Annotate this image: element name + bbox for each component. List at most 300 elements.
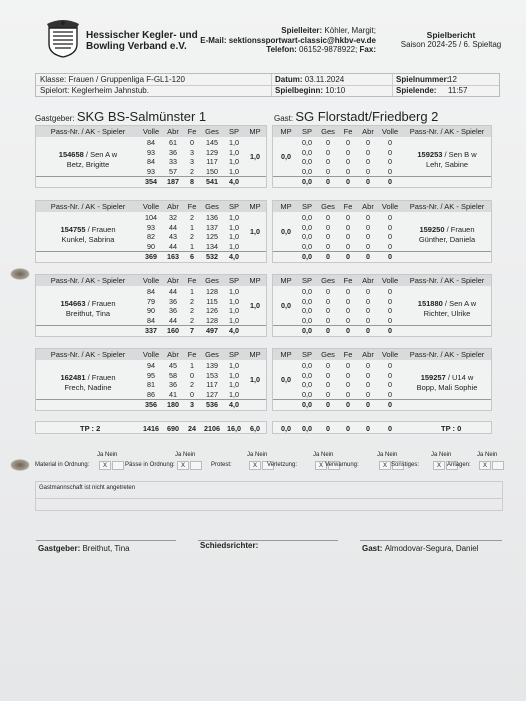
home-score-cell: 84 (147, 157, 155, 166)
guest-score-cell: 0,0 (302, 380, 312, 389)
home-score-cell: 126 (206, 306, 218, 315)
home-score-cell: 134 (206, 241, 218, 251)
home-total-ges: 2106 (204, 424, 220, 433)
home-score-cell: 2 (190, 296, 194, 306)
home-player-name: Betz, Brigitte (66, 159, 110, 169)
home-col-header: Ges (205, 202, 219, 211)
home-player-ak: / Frauen (85, 225, 116, 235)
guest-col-header: Fe (343, 127, 353, 136)
guest-score-cell: 0 (326, 232, 330, 241)
home-signature-name: Breithut, Tina (82, 544, 130, 553)
home-block-mp: 1,0 (250, 227, 260, 237)
home-player-name: Kunkel, Sabrina (61, 234, 115, 244)
home-team-name: SKG BS-Salmünster 1 (76, 109, 207, 124)
home-score-cell: 36 (169, 296, 177, 306)
flag-label: Verletzung: (267, 462, 298, 468)
guest-score-cell: 0 (326, 296, 330, 306)
guest-col-header: Abr (362, 127, 374, 136)
guest-col-header: Ges (321, 202, 335, 211)
home-player-block (35, 125, 267, 188)
home-col-header: Abr (167, 127, 179, 136)
home-block-mp: 1,0 (250, 152, 260, 162)
guest-score-cell: 0 (366, 213, 370, 222)
home-score-cell: 33 (169, 157, 177, 166)
home-col-header: MP (249, 202, 261, 211)
guest-player-block (272, 200, 492, 263)
home-score-cell: 2 (190, 315, 194, 325)
guest-score-cell: 0 (366, 296, 370, 306)
contact-phone-value: 06152-9878922; (299, 45, 358, 54)
guest-score-cell: 0 (346, 222, 350, 232)
home-player-info (38, 299, 138, 318)
home-score-cell: 84 (147, 138, 155, 147)
home-team-line (35, 109, 206, 124)
contact-email-value: sektionssportwart-classic@hkbv-ev.de (228, 35, 376, 45)
guest-col-header: Abr (362, 350, 374, 359)
guest-block-mp: 0,0 (281, 301, 291, 311)
guest-score-cell: 0 (388, 287, 392, 296)
flag-ja-nein-header: Ja Nein (477, 452, 498, 458)
guest-player-ak: / Sen A w (442, 299, 477, 309)
home-block-mp: 1,0 (250, 375, 260, 385)
flag-ja-nein-header: Ja Nein (97, 452, 118, 458)
guest-player-ak: / Frauen (444, 225, 475, 235)
home-score-cell: 1,0 (229, 361, 239, 370)
home-score-cell: 82 (147, 232, 155, 241)
home-score-cell: 1,0 (229, 222, 239, 232)
guest-score-cell: 0 (366, 361, 370, 370)
guest-col-header: SP (301, 276, 312, 285)
flag-checkbox[interactable]: X (177, 461, 189, 470)
guest-score-cell: 0,0 (302, 241, 312, 251)
home-score-cell: 1,0 (229, 389, 239, 399)
home-total-cell: 356 (145, 400, 157, 409)
guest-score-cell: 0 (388, 315, 392, 325)
home-player-pass: 154755 (60, 225, 86, 235)
guest-score-cell: 0,0 (302, 370, 312, 380)
home-col-header: Pass-Nr. / AK - Spieler (50, 202, 126, 211)
home-total-cell: 354 (145, 177, 157, 186)
guest-total-cell: 0 (346, 326, 350, 335)
guest-col-header: Ges (321, 127, 335, 136)
home-player-ak: / Sen A w (83, 150, 118, 160)
guest-totals-row (272, 421, 492, 434)
home-col-header: SP (228, 202, 239, 211)
home-score-cell: 127 (206, 389, 218, 399)
guest-score-cell: 0 (388, 241, 392, 251)
home-score-cell: 57 (169, 166, 177, 176)
home-score-cell: 95 (147, 370, 155, 380)
guest-score-cell: 0,0 (302, 389, 312, 399)
home-player-block (35, 274, 267, 337)
referee-signature-line (198, 540, 338, 541)
home-col-header: Fe (187, 202, 197, 211)
flag-checkbox[interactable]: X (433, 461, 445, 470)
guest-score-cell: 0 (366, 389, 370, 399)
guest-team-label: Gast: (274, 114, 294, 123)
home-col-header: Pass-Nr. / AK - Spieler (50, 276, 126, 285)
guest-total-ges: 0 (326, 424, 330, 433)
home-score-cell: 1,0 (229, 380, 239, 389)
home-score-cell: 3 (190, 157, 194, 166)
home-score-cell: 1,0 (229, 306, 239, 315)
guest-total-cell: 0,0 (302, 326, 312, 335)
guest-score-cell: 0,0 (302, 213, 312, 222)
guest-player-info (403, 299, 491, 318)
guest-col-header: Ges (321, 350, 335, 359)
home-total-cell: 369 (145, 252, 157, 261)
guest-score-cell: 0 (388, 222, 392, 232)
report-title: Spielbericht (426, 30, 476, 40)
guest-player-block (272, 348, 492, 411)
guest-score-cell: 0 (346, 389, 350, 399)
guest-total-cell: 0 (366, 177, 370, 186)
beginn-value: 10:10 (325, 86, 346, 95)
hkbv-crest-logo (45, 18, 81, 58)
home-score-cell: 129 (206, 147, 218, 157)
guest-score-cell: 0 (346, 232, 350, 241)
home-col-header: Ges (205, 276, 219, 285)
home-score-cell: 36 (169, 380, 177, 389)
guest-total-mp: 0,0 (281, 424, 291, 433)
home-score-cell: 117 (206, 157, 218, 166)
guest-score-cell: 0 (326, 138, 330, 147)
home-score-cell: 86 (147, 389, 155, 399)
home-col-header: Volle (142, 127, 160, 136)
home-col-header: MP (249, 127, 261, 136)
home-score-cell: 2 (190, 166, 194, 176)
guest-score-cell: 0,0 (302, 306, 312, 315)
home-total-cell: 541 (206, 177, 218, 186)
guest-player-block (272, 125, 492, 188)
guest-col-header: MP (280, 276, 292, 285)
binder-hole-bottom (10, 459, 30, 471)
guest-score-cell: 0 (326, 222, 330, 232)
home-score-cell: 1,0 (229, 213, 239, 222)
home-score-cell: 45 (169, 361, 177, 370)
home-score-cell: 61 (169, 138, 177, 147)
klasse-text: Klasse: Frauen / Gruppenliga F-GL1-120 (40, 75, 185, 84)
guest-player-ak: / U14 w (445, 373, 474, 383)
flag-checkbox[interactable]: X (479, 461, 491, 470)
home-score-cell: 1,0 (229, 138, 239, 147)
flag-checkbox[interactable]: X (379, 461, 391, 470)
match-info-box (35, 73, 500, 97)
home-score-cell: 1 (190, 222, 194, 232)
home-score-cell: 43 (169, 232, 177, 241)
home-score-cell: 104 (145, 213, 157, 222)
guest-score-cell: 0 (366, 241, 370, 251)
guest-score-cell: 0 (388, 380, 392, 389)
guest-col-header: SP (301, 127, 312, 136)
home-total-fe: 24 (188, 424, 196, 433)
home-score-cell: 58 (169, 370, 177, 380)
home-score-cell: 41 (169, 389, 177, 399)
guest-player-name: Richter, Ulrike (423, 308, 471, 318)
home-score-cell: 93 (147, 147, 155, 157)
home-score-cell: 150 (206, 166, 218, 176)
home-total-sp: 16,0 (227, 424, 241, 433)
flag-checkbox-empty[interactable] (190, 461, 202, 470)
guest-score-cell: 0 (326, 147, 330, 157)
home-score-cell: 128 (206, 315, 218, 325)
home-total-abr: 690 (167, 424, 179, 433)
flag-label: Anlagen: (447, 462, 471, 468)
guest-score-cell: 0,0 (302, 232, 312, 241)
guest-total-fe: 0 (346, 424, 350, 433)
home-total-cell: 4,0 (229, 177, 239, 186)
home-score-cell: 1,0 (229, 296, 239, 306)
home-col-header: Abr (167, 276, 179, 285)
home-col-header: Fe (187, 127, 197, 136)
guest-score-cell: 0 (366, 222, 370, 232)
guest-score-cell: 0 (366, 232, 370, 241)
home-total-cell: 3 (190, 400, 194, 409)
guest-total-cell: 0 (346, 400, 350, 409)
guest-score-cell: 0 (366, 157, 370, 166)
flag-checkbox[interactable]: X (315, 461, 327, 470)
guest-score-cell: 0 (326, 361, 330, 370)
home-total-cell: 497 (206, 326, 218, 335)
flag-checkbox-empty[interactable] (492, 461, 504, 470)
home-total-cell: 8 (190, 177, 194, 186)
guest-col-header: Pass-Nr. / AK - Spieler (409, 202, 485, 211)
guest-score-cell: 0 (326, 166, 330, 176)
guest-player-name: Lehr, Sabine (425, 159, 469, 169)
home-player-pass: 154658 (58, 150, 84, 160)
guest-score-cell: 0 (326, 389, 330, 399)
guest-score-cell: 0 (346, 166, 350, 176)
guest-score-cell: 0 (366, 166, 370, 176)
home-player-ak: / Frauen (85, 299, 116, 309)
home-signature-line (36, 540, 176, 541)
home-score-cell: 93 (147, 166, 155, 176)
home-col-header: Pass-Nr. / AK - Spieler (50, 350, 126, 359)
guest-player-block (272, 274, 492, 337)
home-score-cell: 153 (206, 370, 218, 380)
guest-score-cell: 0 (346, 241, 350, 251)
guest-signature (362, 544, 479, 553)
guest-team-line (274, 109, 438, 124)
guest-score-cell: 0 (388, 370, 392, 380)
home-score-cell: 44 (169, 315, 177, 325)
home-signature-label: Gastgeber: (38, 544, 81, 553)
home-col-header: MP (249, 276, 261, 285)
guest-score-cell: 0 (326, 380, 330, 389)
guest-col-header: SP (301, 202, 312, 211)
home-score-cell: 128 (206, 287, 218, 296)
guest-col-header: Ges (321, 276, 335, 285)
guest-score-cell: 0 (346, 287, 350, 296)
home-player-name: Frech, Nadine (64, 382, 112, 392)
home-player-name: Breithut, Tina (65, 308, 111, 318)
guest-score-cell: 0 (346, 138, 350, 147)
guest-score-cell: 0 (366, 315, 370, 325)
contact-fax-label: Fax: (359, 45, 376, 54)
home-score-cell: 1,0 (229, 315, 239, 325)
guest-col-header: Pass-Nr. / AK - Spieler (409, 127, 485, 136)
home-score-cell: 1 (190, 287, 194, 296)
guest-total-cell: 0 (326, 252, 330, 261)
guest-score-cell: 0 (326, 370, 330, 380)
home-col-header: Volle (142, 350, 160, 359)
home-col-header: Ges (205, 127, 219, 136)
referee-signature-label: Schiedsrichter: (200, 541, 259, 550)
guest-player-pass: 159250 (419, 225, 445, 235)
guest-col-header: Fe (343, 202, 353, 211)
flag-label: Verwarnung: (325, 462, 359, 468)
binder-hole-top (10, 268, 30, 280)
home-score-cell: 139 (206, 361, 218, 370)
home-total-cell: 160 (167, 326, 179, 335)
datum-value: 03.11.2024 (304, 75, 345, 84)
flag-checkbox[interactable]: X (99, 461, 111, 470)
guest-score-cell: 0 (388, 232, 392, 241)
guest-total-cell: 0 (388, 326, 392, 335)
guest-player-info (403, 225, 491, 244)
home-col-header: Abr (167, 350, 179, 359)
flag-label: Protest: (211, 462, 232, 468)
home-player-block (35, 200, 267, 263)
nummer-value: 12 (448, 75, 457, 84)
guest-score-cell: 0 (366, 138, 370, 147)
home-score-cell: 2 (190, 380, 194, 389)
guest-col-header: Volle (381, 276, 399, 285)
home-total-cell: 180 (167, 400, 179, 409)
home-player-info (38, 373, 138, 392)
home-total-cell: 187 (167, 177, 179, 186)
guest-score-cell: 0,0 (302, 361, 312, 370)
guest-score-cell: 0 (326, 306, 330, 315)
flag-label: Material in Ordnung: (35, 462, 90, 468)
guest-total-cell: 0 (366, 326, 370, 335)
home-total-cell: 4,0 (229, 326, 239, 335)
guest-block-mp: 0,0 (281, 152, 291, 162)
guest-score-cell: 0 (388, 138, 392, 147)
contact-leader-label: Spielleiter: (281, 26, 323, 35)
home-score-cell: 44 (169, 287, 177, 296)
guest-player-info (403, 373, 491, 392)
guest-score-cell: 0 (326, 315, 330, 325)
flag-ja-nein-header: Ja Nein (377, 452, 398, 458)
guest-score-cell: 0 (326, 213, 330, 222)
flag-ja-nein-header: Ja Nein (175, 452, 196, 458)
home-score-cell: 2 (190, 306, 194, 315)
home-score-cell: 125 (206, 232, 218, 241)
flag-ja-nein-header: Ja Nein (313, 452, 334, 458)
home-total-cell: 7 (190, 326, 194, 335)
home-score-cell: 137 (206, 222, 218, 232)
guest-col-header: Volle (381, 202, 399, 211)
guest-signature-name: Almodovar-Segura, Daniel (384, 544, 479, 553)
guest-score-cell: 0 (326, 241, 330, 251)
guest-score-cell: 0 (366, 370, 370, 380)
guest-col-header: Volle (381, 127, 399, 136)
guest-score-cell: 0 (388, 296, 392, 306)
report-heading (396, 31, 506, 49)
home-score-cell: 1 (190, 361, 194, 370)
flag-checkbox[interactable]: X (249, 461, 261, 470)
guest-score-cell: 0 (346, 147, 350, 157)
nummer-label: Spielnummer: (396, 75, 450, 84)
flags-row (35, 452, 505, 474)
flag-label: Pässe in Ordnung: (125, 462, 175, 468)
contact-block (200, 26, 376, 55)
guest-tp: TP : 0 (441, 424, 462, 433)
guest-score-cell: 0 (346, 213, 350, 222)
home-col-header: Ges (205, 350, 219, 359)
guest-col-header: Abr (362, 276, 374, 285)
home-score-cell: 1,0 (229, 370, 239, 380)
home-score-cell: 115 (206, 296, 218, 306)
guest-score-cell: 0,0 (302, 157, 312, 166)
spielort-text: Spielort: Keglerheim Jahnstub. (40, 86, 149, 95)
home-col-header: SP (228, 127, 239, 136)
guest-score-cell: 0 (326, 157, 330, 166)
guest-total-cell: 0 (366, 252, 370, 261)
guest-score-cell: 0 (346, 380, 350, 389)
flag-ja-nein-header: Ja Nein (431, 452, 452, 458)
home-score-cell: 1,0 (229, 241, 239, 251)
notes-box (35, 481, 503, 511)
home-score-cell: 1,0 (229, 147, 239, 157)
guest-score-cell: 0 (388, 166, 392, 176)
home-block-mp: 1,0 (250, 301, 260, 311)
guest-signature-label: Gast: (362, 544, 383, 553)
guest-block-mp: 0,0 (281, 375, 291, 385)
guest-score-cell: 0 (366, 306, 370, 315)
guest-col-header: MP (280, 202, 292, 211)
guest-player-name: Bopp, Mali Sophie (416, 382, 478, 392)
guest-score-cell: 0,0 (302, 138, 312, 147)
guest-col-header: Volle (381, 350, 399, 359)
guest-total-cell: 0 (326, 326, 330, 335)
home-col-header: Fe (187, 276, 197, 285)
guest-total-cell: 0 (346, 177, 350, 186)
guest-score-cell: 0 (388, 389, 392, 399)
home-score-cell: 136 (206, 213, 218, 222)
flag-checkbox-empty[interactable] (112, 461, 124, 470)
home-col-header: Abr (167, 202, 179, 211)
home-score-cell: 145 (206, 138, 218, 147)
guest-player-ak: / Sen B w (442, 150, 477, 160)
home-score-cell: 3 (190, 147, 194, 157)
home-col-header: Volle (142, 276, 160, 285)
guest-player-name: Günther, Daniela (418, 234, 476, 244)
guest-signature-line (360, 540, 502, 541)
guest-score-cell: 0,0 (302, 222, 312, 232)
contact-phone-label: Telefon: (266, 45, 297, 54)
home-score-cell: 1,0 (229, 287, 239, 296)
guest-total-abr: 0 (366, 424, 370, 433)
home-totals-row (35, 421, 267, 434)
home-col-header: Volle (142, 202, 160, 211)
guest-score-cell: 0 (366, 147, 370, 157)
home-player-ak: / Frauen (85, 373, 116, 383)
referee-signature (200, 541, 258, 550)
home-score-cell: 81 (147, 380, 155, 389)
guest-score-cell: 0 (388, 157, 392, 166)
guest-score-cell: 0,0 (302, 147, 312, 157)
guest-total-cell: 0 (366, 400, 370, 409)
contact-leader-value: Köhler, Margit; (324, 26, 376, 35)
guest-score-cell: 0 (366, 287, 370, 296)
home-player-pass: 162481 (60, 373, 86, 383)
guest-total-cell: 0,0 (302, 400, 312, 409)
home-total-cell: 4,0 (229, 252, 239, 261)
home-player-pass: 154663 (60, 299, 86, 309)
home-score-cell: 2 (190, 232, 194, 241)
